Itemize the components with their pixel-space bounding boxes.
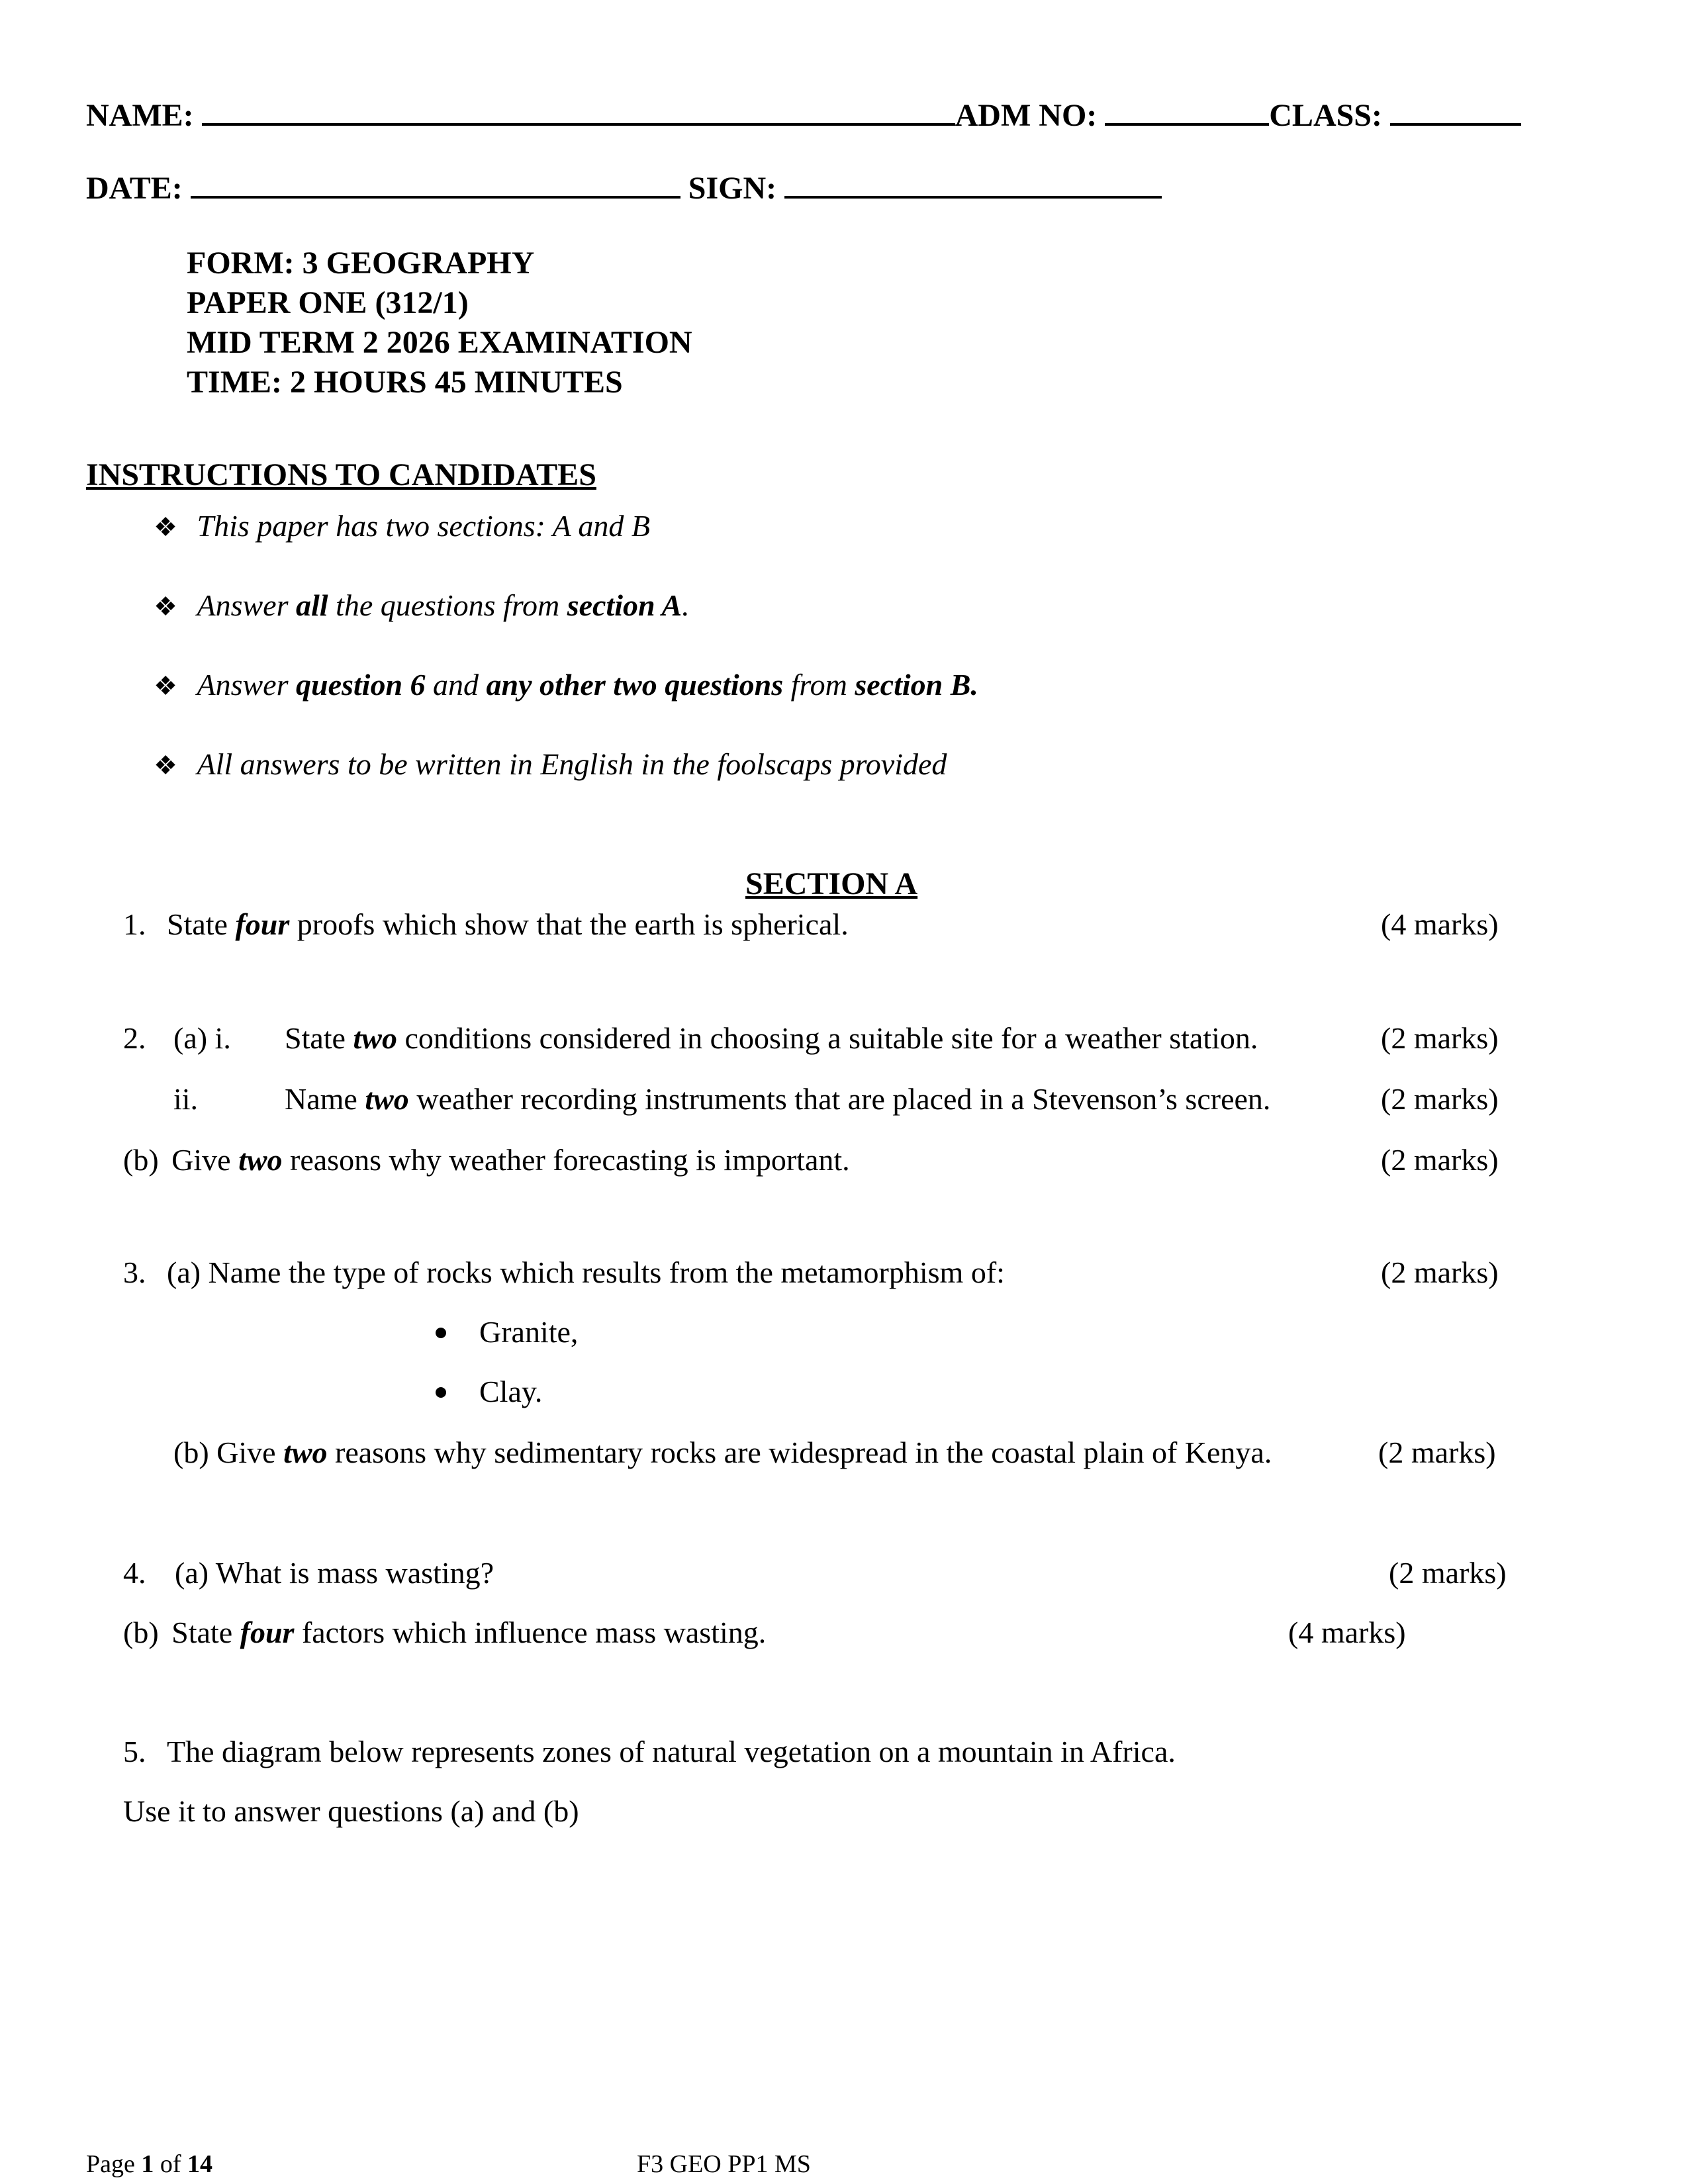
instruction-item-2 xyxy=(154,588,690,623)
marks-label: (4 marks) xyxy=(1288,1615,1406,1649)
date-label: DATE: xyxy=(86,171,183,206)
instruction-item-4 xyxy=(154,747,947,782)
name-input-line[interactable] xyxy=(202,97,955,126)
question-5-instruction: Use it to answer questions (a) and (b) xyxy=(123,1794,579,1828)
question-3a: 3. (a) Name the type of rocks which results from the metamorphism of: xyxy=(123,1255,1005,1289)
question-4b: (b) State four factors which influence mass wasting. xyxy=(123,1615,767,1649)
instruction-item-3 xyxy=(154,667,978,702)
question-2a-i-label: (a) i. xyxy=(173,1021,231,1055)
marks-label: (2 marks) xyxy=(1381,1143,1499,1177)
bullet-icon xyxy=(436,1387,446,1398)
title-paper: PAPER ONE (312/1) xyxy=(187,285,469,320)
sign-input-line[interactable] xyxy=(784,169,1162,199)
marks-label: (2 marks) xyxy=(1381,1255,1499,1289)
question-number: 1. xyxy=(123,907,146,941)
diamond-bullet-icon: ❖ xyxy=(154,671,177,701)
list-item: Granite, xyxy=(436,1314,578,1349)
question-2a-ii-label: ii. xyxy=(173,1082,199,1116)
marks-label: (2 marks) xyxy=(1378,1435,1496,1469)
question-text: State four proofs which show that the earth is spherical. xyxy=(167,907,849,941)
question-2a-ii-text: Name two weather recording instruments that are placed in a Stevenson’s screen. xyxy=(285,1082,1271,1116)
instruction-text-3: Answer question 6 and any other two questions from section B. xyxy=(197,668,978,702)
question-3b: (b) Give two reasons why sedimentary rocks are widespread in the coastal plain of Kenya. xyxy=(173,1435,1272,1469)
question-1 xyxy=(123,907,849,942)
question-5: 5. The diagram below represents zones of natural vegetation on a mountain in Africa. xyxy=(123,1735,1176,1768)
instruction-text-4: All answers to be written in English in the foolscaps provided xyxy=(197,747,947,781)
class-input-line[interactable] xyxy=(1390,97,1521,126)
sign-label: SIGN: xyxy=(688,171,777,206)
name-label: NAME: xyxy=(86,98,194,133)
question-2-number: 2. xyxy=(123,1021,146,1055)
diamond-bullet-icon: ❖ xyxy=(154,751,177,780)
title-exam: MID TERM 2 2026 EXAMINATION xyxy=(187,325,692,360)
question-2a-i-text: State two conditions considered in choosing a suitable site for a weather station. xyxy=(285,1021,1258,1055)
diamond-bullet-icon: ❖ xyxy=(154,512,177,542)
adm-no-label: ADM NO: xyxy=(955,98,1098,133)
instruction-item-1 xyxy=(154,508,650,543)
instruction-text-2: Answer all the questions from section A. xyxy=(197,588,690,622)
question-4a: 4. (a) What is mass wasting? xyxy=(123,1556,494,1590)
date-input-line[interactable] xyxy=(191,169,680,199)
footer-code: F3 GEO PP1 MS xyxy=(637,2150,811,2178)
diamond-bullet-icon: ❖ xyxy=(154,592,177,621)
date-sign-row xyxy=(86,169,1162,206)
instructions-heading: INSTRUCTIONS TO CANDIDATES xyxy=(86,457,596,492)
class-label: CLASS: xyxy=(1269,98,1382,133)
instruction-text-1: This paper has two sections: A and B xyxy=(197,509,650,543)
title-time: TIME: 2 HOURS 45 MINUTES xyxy=(187,365,623,400)
section-a-heading: SECTION A xyxy=(745,866,918,901)
marks-label: (2 marks) xyxy=(1381,1082,1499,1116)
marks-label: (2 marks) xyxy=(1381,1021,1499,1055)
marks-label: (4 marks) xyxy=(1381,907,1499,941)
marks-label: (2 marks) xyxy=(1389,1556,1507,1590)
bullet-icon xyxy=(436,1328,446,1338)
name-field-row xyxy=(86,97,1521,134)
adm-no-input-line[interactable] xyxy=(1105,97,1269,126)
list-item: Clay. xyxy=(436,1374,542,1409)
title-form: FORM: 3 GEOGRAPHY xyxy=(187,246,535,281)
page-number: Page 1 of 14 xyxy=(86,2150,213,2178)
question-2b: (b) Give two reasons why weather forecasting is important. xyxy=(123,1143,850,1177)
